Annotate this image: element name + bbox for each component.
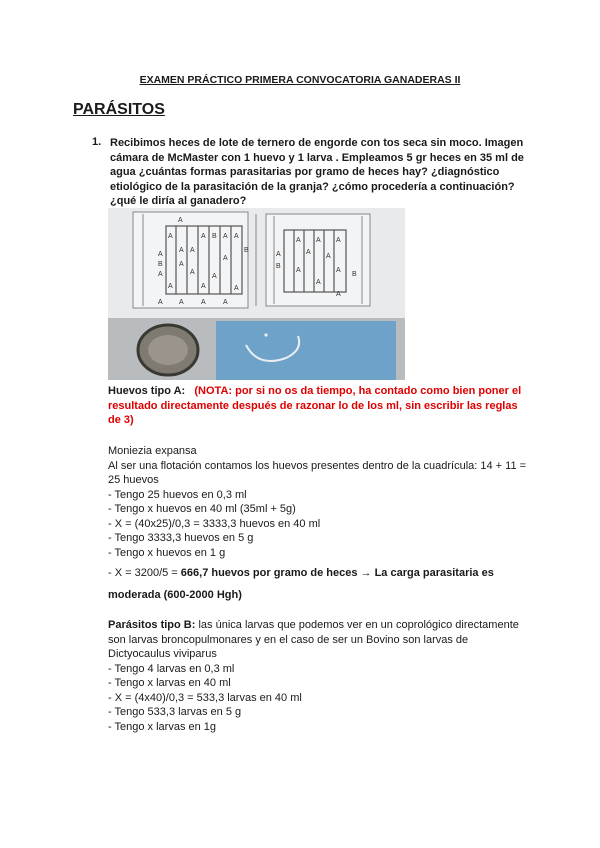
question-text: Recibimos heces de lote de ternero de engorde con tos seca sin moco. Imagen cámara de McMaster con 1 huevo y 1 larva . Empleamos 5 gr heces en 35 ml de agua ¿cuántas formas parasitarias por gramo de heces hay? ¿diagnóstico etiológico de la parasitación de la granja? ¿cómo procedería a continuación? ¿qué le diría al ganadero?: [110, 137, 524, 207]
answer-a-header: [108, 384, 533, 428]
egg-mark: A: [336, 291, 341, 298]
egg-mark: A: [201, 283, 206, 290]
calc-step: - Tengo 4 larvas en 0,3 ml: [108, 662, 235, 675]
exam-title: EXAMEN PRÁCTICO PRIMERA CONVOCATORIA GANADERAS II: [139, 74, 461, 86]
egg-mark: A: [158, 251, 163, 258]
egg-mark: A: [201, 299, 206, 306]
egg-mark: A: [158, 271, 163, 278]
answer-a-result: [108, 562, 533, 606]
larva-mark: B: [352, 271, 357, 278]
calc-step: - Tengo 25 huevos en 0,3 ml: [108, 488, 247, 501]
larva-mark: B: [212, 233, 217, 240]
calc-step: - Tengo x larvas en 40 ml: [108, 677, 231, 689]
mcmaster-chamber-svg: [108, 208, 405, 380]
egg-mark: A: [234, 233, 239, 240]
egg-mark: A: [223, 255, 228, 262]
result-prefix: - X = 3200/5 =: [108, 567, 181, 579]
egg-mark: A: [190, 247, 195, 254]
egg-mark: A: [178, 217, 183, 224]
answer-b-heading: Parásitos tipo B:: [108, 619, 196, 631]
egg-mark: A: [179, 247, 184, 254]
larva-micrograph: [216, 321, 396, 380]
answer-a-note: (NOTA: por si no os da tiempo, ha contado como bien poner el resultado directamente después de razonar lo de los ml, sin escribir las reglas de 3): [108, 385, 522, 426]
calc-step: - Tengo x huevos en 40 ml (35ml + 5g): [108, 503, 296, 515]
calc-step: - Tengo x larvas en 1g: [108, 720, 217, 733]
larva-mark: B: [276, 263, 281, 270]
egg-mark: A: [326, 253, 331, 260]
answer-a-heading: Huevos tipo A:: [108, 385, 186, 397]
section-title: PARÁSITOS: [73, 101, 165, 118]
calc-step: - Tengo 533,3 larvas en 5 g: [108, 706, 242, 718]
question-number: 1.: [92, 136, 102, 148]
egg-mark: A: [158, 299, 163, 306]
egg-mark: A: [179, 261, 184, 268]
calc-step: - Tengo 3333,3 huevos en 5 g: [108, 532, 254, 544]
egg-mark: A: [276, 251, 281, 258]
egg-mark: A: [223, 299, 228, 306]
egg-mark: A: [316, 237, 321, 244]
egg-mark: A: [316, 279, 321, 286]
larva-mark: B: [244, 247, 249, 254]
answer-b: [108, 618, 533, 734]
calc-step: - X = (4x40)/0,3 = 533,3 larvas en 40 ml: [108, 691, 302, 704]
calc-step: - Tengo x huevos en 1 g: [108, 546, 226, 559]
egg-mark: A: [234, 285, 239, 292]
larva-mark: B: [158, 261, 163, 268]
mcmaster-photo: [108, 208, 405, 380]
calc-step: - X = (40x25)/0,3 = 3333,3 huevos en 40 ml: [108, 517, 321, 530]
egg-mark: A: [179, 299, 184, 306]
egg-mark: A: [306, 249, 311, 256]
egg-mark: A: [201, 233, 206, 240]
egg-mark: A: [336, 237, 341, 244]
egg-mark: A: [336, 267, 341, 274]
egg-mark: A: [168, 283, 173, 290]
answer-a-body: [108, 444, 533, 560]
egg-mark: A: [190, 269, 195, 276]
egg-mark: A: [212, 273, 217, 280]
result-bold: 666,7 huevos por gramo de heces → La carga parasitaria es moderada (600-2000 Hgh): [108, 567, 494, 601]
egg-mark: A: [223, 233, 228, 240]
egg-mark: A: [296, 237, 301, 244]
egg-mark: A: [168, 233, 173, 240]
egg-mark: A: [296, 267, 301, 274]
answer-b-explanation: las única larvas que podemos ver en un coprológico directamente son larvas broncopulmonares y en el caso de ser un Bovino son larvas de Dictyocaulus viviparus: [108, 619, 519, 660]
species-name: Moniezia expansa: [108, 445, 197, 457]
answer-a-explanation: Al ser una flotación contamos los huevos presentes dentro de la cuadrícula: 14 + 11 = 25 huevos: [108, 459, 527, 486]
